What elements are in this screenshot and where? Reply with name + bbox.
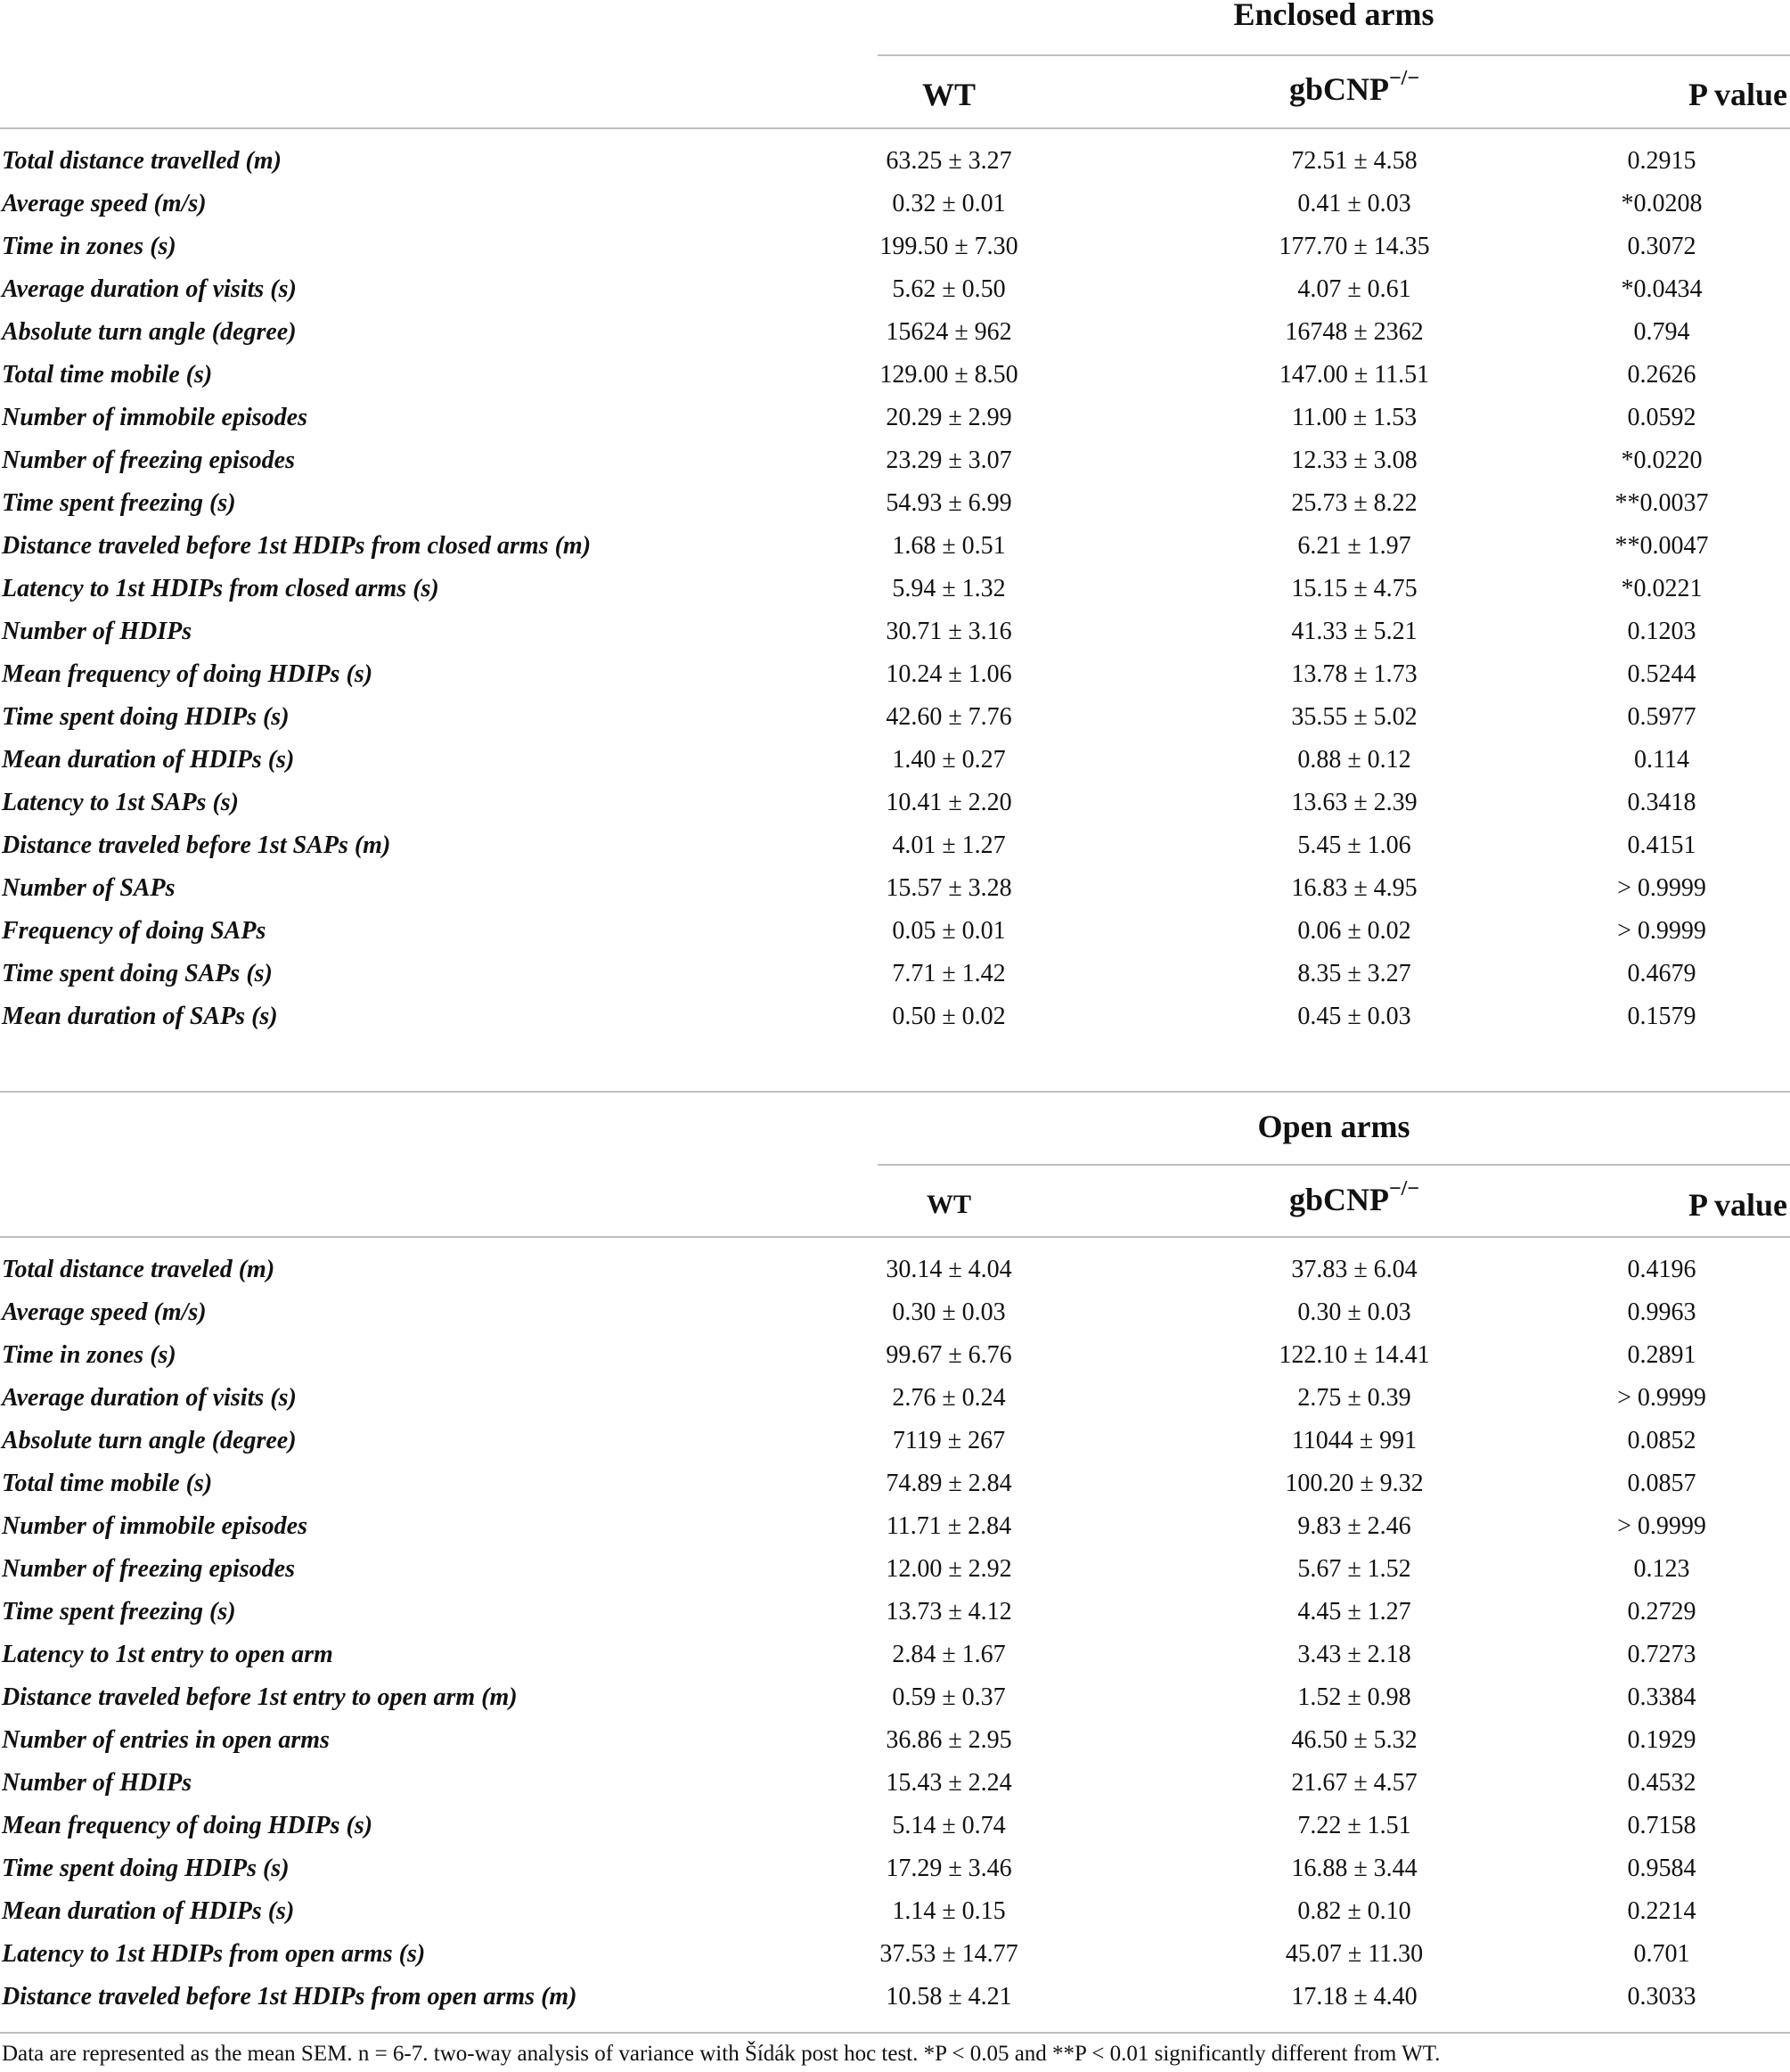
p-value: *0.0208	[1621, 190, 1703, 217]
wt-value: 5.94 ± 1.32	[892, 575, 1006, 602]
wt-value: 1.14 ± 0.15	[892, 1897, 1006, 1925]
table-row	[0, 311, 1790, 354]
gbcnp-value: 41.33 ± 5.21	[1291, 618, 1418, 645]
wt-value: 0.32 ± 0.01	[892, 190, 1006, 217]
row-label: Mean frequency of doing HDIPs (s)	[2, 660, 373, 688]
table-row	[0, 1291, 1790, 1334]
p-value: 0.9584	[1627, 1855, 1696, 1882]
col-header-gbcnp-open-base: gbCNP	[1288, 1182, 1389, 1217]
table-row	[0, 995, 1790, 1038]
col-header-wt-open: WT	[926, 1190, 971, 1219]
p-value: > 0.9999	[1617, 917, 1706, 945]
table-row	[0, 739, 1790, 782]
row-label: Time spent doing SAPs (s)	[2, 960, 273, 987]
wt-value: 13.73 ± 4.12	[886, 1598, 1012, 1626]
gbcnp-value: 21.67 ± 4.57	[1291, 1769, 1418, 1797]
p-value: *0.0221	[1621, 575, 1703, 602]
col-header-p-value-open: P value	[1688, 1187, 1787, 1223]
table-row	[0, 439, 1790, 482]
row-label: Time spent doing HDIPs (s)	[2, 1855, 290, 1882]
gbcnp-value: 16.83 ± 4.95	[1291, 874, 1418, 902]
wt-value: 15.43 ± 2.24	[886, 1769, 1012, 1797]
gbcnp-value: 13.63 ± 2.39	[1291, 789, 1418, 816]
table-row	[0, 225, 1790, 268]
row-label: Mean frequency of doing HDIPs (s)	[2, 1812, 373, 1839]
table-row	[0, 140, 1790, 183]
p-value: 0.0852	[1627, 1427, 1696, 1454]
p-value: 0.2915	[1627, 147, 1696, 175]
footnote: Data are represented as the mean SEM. n = 6-7. two-way analysis of variance with Šídák post hoc test. *P < 0.05 and **P < 0.01 significantly different from WT.	[2, 2042, 1441, 2066]
p-value: 0.7273	[1627, 1641, 1696, 1668]
gbcnp-value: 13.78 ± 1.73	[1291, 660, 1418, 688]
group-title-enclosed: Enclosed arms	[1233, 0, 1434, 32]
gbcnp-value: 177.70 ± 14.35	[1279, 233, 1430, 260]
p-value: 0.4679	[1627, 960, 1696, 987]
row-label: Number of SAPs	[2, 874, 176, 902]
row-label: Distance traveled before 1st SAPs (m)	[2, 831, 391, 859]
table-row	[0, 610, 1790, 653]
table-row	[0, 824, 1790, 867]
p-value: 0.0592	[1627, 404, 1696, 431]
wt-value: 99.67 ± 6.76	[886, 1341, 1012, 1369]
p-value: 0.4151	[1627, 831, 1696, 859]
row-label: Number of freezing episodes	[2, 1555, 295, 1583]
row-label: Distance traveled before 1st HDIPs from open arms (m)	[2, 1983, 577, 2011]
row-label: Absolute turn angle (degree)	[2, 1427, 297, 1454]
wt-value: 0.50 ± 0.02	[892, 1003, 1006, 1030]
wt-value: 4.01 ± 1.27	[892, 831, 1006, 859]
row-label: Time spent freezing (s)	[2, 1598, 236, 1626]
p-value: 0.123	[1633, 1555, 1690, 1583]
p-value: 0.2214	[1627, 1897, 1696, 1925]
wt-value: 7119 ± 267	[892, 1427, 1006, 1454]
table-row	[0, 1847, 1790, 1890]
table-row	[0, 568, 1790, 610]
p-value: 0.5977	[1627, 703, 1696, 731]
table-row	[0, 867, 1790, 910]
row-label: Total time mobile (s)	[2, 1470, 213, 1497]
group-rule-open	[878, 1164, 1790, 1166]
table-row	[0, 354, 1790, 397]
wt-value: 63.25 ± 3.27	[886, 147, 1012, 175]
row-label: Time in zones (s)	[2, 233, 176, 260]
table-row	[0, 1249, 1790, 1291]
table-row	[0, 1676, 1790, 1719]
row-label: Latency to 1st entry to open arm	[2, 1641, 333, 1668]
table-row	[0, 1462, 1790, 1505]
row-label: Time spent freezing (s)	[2, 489, 236, 517]
wt-value: 10.41 ± 2.20	[886, 789, 1012, 816]
wt-value: 42.60 ± 7.76	[886, 703, 1012, 731]
p-value: 0.794	[1633, 318, 1690, 346]
p-value: 0.3384	[1627, 1683, 1696, 1711]
row-label: Time in zones (s)	[2, 1341, 176, 1369]
wt-value: 15624 ± 962	[886, 318, 1012, 346]
table-row	[0, 1976, 1790, 2019]
gbcnp-value: 100.20 ± 9.32	[1285, 1470, 1424, 1497]
p-value: *0.0434	[1621, 275, 1703, 303]
gbcnp-value: 12.33 ± 3.08	[1291, 446, 1418, 474]
gbcnp-value: 11044 ± 991	[1291, 1427, 1418, 1454]
table-row	[0, 696, 1790, 739]
p-value: 0.701	[1633, 1940, 1690, 1968]
row-label: Distance traveled before 1st entry to open arm (m)	[2, 1683, 518, 1711]
table-row	[0, 1505, 1790, 1548]
table-row	[0, 1634, 1790, 1676]
col-header-gbcnp-base: gbCNP	[1288, 71, 1389, 107]
wt-value: 10.58 ± 4.21	[886, 1983, 1012, 2011]
gbcnp-value: 2.75 ± 0.39	[1297, 1384, 1411, 1412]
gbcnp-value: 3.43 ± 2.18	[1297, 1641, 1411, 1668]
row-label: Mean duration of HDIPs (s)	[2, 746, 295, 774]
gbcnp-value: 122.10 ± 14.41	[1279, 1341, 1430, 1369]
gbcnp-value: 0.45 ± 0.03	[1297, 1003, 1411, 1030]
wt-value: 36.86 ± 2.95	[886, 1726, 1012, 1754]
row-label: Average duration of visits (s)	[2, 275, 297, 303]
wt-value: 0.59 ± 0.37	[892, 1683, 1006, 1711]
p-value: 0.114	[1634, 746, 1689, 774]
gbcnp-value: 0.88 ± 0.12	[1297, 746, 1411, 774]
p-value: > 0.9999	[1617, 874, 1706, 902]
p-value: 0.3033	[1627, 1983, 1696, 2011]
p-value: 0.1929	[1627, 1726, 1696, 1754]
wt-value: 5.14 ± 0.74	[892, 1812, 1006, 1839]
gbcnp-value: 4.07 ± 0.61	[1297, 275, 1411, 303]
row-label: Total time mobile (s)	[2, 361, 213, 389]
wt-value: 54.93 ± 6.99	[886, 489, 1012, 517]
row-label: Average duration of visits (s)	[2, 1384, 297, 1412]
p-value: **0.0047	[1614, 532, 1709, 560]
wt-value: 30.71 ± 3.16	[886, 618, 1012, 645]
wt-value: 7.71 ± 1.42	[892, 960, 1006, 987]
wt-value: 2.76 ± 0.24	[892, 1384, 1006, 1412]
row-label: Number of entries in open arms	[2, 1726, 330, 1754]
bottom-rule	[0, 2032, 1790, 2034]
gbcnp-value: 0.06 ± 0.02	[1297, 917, 1411, 945]
header-rule-open	[0, 1236, 1790, 1238]
row-label: Mean duration of HDIPs (s)	[2, 1897, 295, 1925]
row-label: Number of freezing episodes	[2, 446, 295, 474]
wt-value: 30.14 ± 4.04	[886, 1256, 1012, 1283]
table-row	[0, 268, 1790, 311]
row-label: Number of immobile episodes	[2, 1512, 307, 1540]
row-label: Frequency of doing SAPs	[2, 917, 266, 945]
p-value: > 0.9999	[1617, 1384, 1706, 1412]
group-title-open: Open arms	[1257, 1109, 1410, 1144]
wt-value: 74.89 ± 2.84	[886, 1470, 1012, 1497]
row-label: Average speed (m/s)	[2, 1298, 207, 1326]
p-value: 0.2891	[1627, 1341, 1696, 1369]
col-header-gbcnp-sup: −/−	[1388, 67, 1420, 90]
wt-value: 199.50 ± 7.30	[879, 233, 1018, 260]
p-value: 0.1579	[1627, 1003, 1696, 1030]
wt-value: 20.29 ± 2.99	[886, 404, 1012, 431]
col-header-wt: WT	[921, 77, 976, 112]
table-row	[0, 1420, 1790, 1462]
table-row	[0, 782, 1790, 824]
gbcnp-value: 46.50 ± 5.32	[1291, 1726, 1418, 1754]
p-value: 0.2729	[1627, 1598, 1696, 1626]
wt-value: 0.30 ± 0.03	[892, 1298, 1006, 1326]
p-value: 0.5244	[1627, 660, 1696, 688]
wt-value: 0.05 ± 0.01	[892, 917, 1006, 945]
wt-value: 11.71 ± 2.84	[886, 1512, 1012, 1540]
gbcnp-value: 4.45 ± 1.27	[1297, 1598, 1411, 1626]
gbcnp-value: 45.07 ± 11.30	[1285, 1940, 1424, 1968]
gbcnp-value: 7.22 ± 1.51	[1297, 1812, 1411, 1839]
group-rule-enclosed	[878, 54, 1790, 56]
wt-value: 1.68 ± 0.51	[892, 532, 1006, 560]
header-rule-enclosed	[0, 127, 1790, 129]
table-row	[0, 397, 1790, 439]
gbcnp-value: 72.51 ± 4.58	[1291, 147, 1418, 175]
table-row	[0, 1719, 1790, 1762]
table-row	[0, 525, 1790, 568]
p-value: **0.0037	[1614, 489, 1709, 517]
p-value: 0.7158	[1627, 1812, 1696, 1839]
wt-value: 23.29 ± 3.07	[886, 446, 1012, 474]
row-label: Total distance travelled (m)	[2, 147, 282, 175]
row-label: Mean duration of SAPs (s)	[2, 1003, 278, 1030]
row-label: Time spent doing HDIPs (s)	[2, 703, 290, 731]
col-header-p-value: P value	[1688, 77, 1787, 112]
row-label: Distance traveled before 1st HDIPs from closed arms (m)	[2, 532, 592, 560]
wt-value: 5.62 ± 0.50	[892, 275, 1006, 303]
row-label: Average speed (m/s)	[2, 190, 207, 217]
gbcnp-value: 147.00 ± 11.51	[1279, 361, 1430, 389]
gbcnp-value: 17.18 ± 4.40	[1291, 1983, 1418, 2011]
col-header-gbcnp	[1172, 67, 1537, 107]
gbcnp-value: 8.35 ± 3.27	[1297, 960, 1411, 987]
col-header-gbcnp-open	[1172, 1177, 1537, 1217]
p-value: *0.0220	[1621, 446, 1703, 474]
gbcnp-value: 35.55 ± 5.02	[1291, 703, 1418, 731]
table-row	[0, 1377, 1790, 1420]
table-row	[0, 1805, 1790, 1847]
row-label: Absolute turn angle (degree)	[2, 318, 297, 346]
gbcnp-value: 0.82 ± 0.10	[1297, 1897, 1411, 1925]
table-row	[0, 653, 1790, 696]
wt-value: 15.57 ± 3.28	[886, 874, 1012, 902]
table-row	[0, 953, 1790, 995]
open-arms-table	[0, 1091, 1790, 2035]
col-header-gbcnp-open-sup: −/−	[1388, 1177, 1420, 1200]
row-label: Total distance traveled (m)	[2, 1256, 275, 1283]
gbcnp-value: 25.73 ± 8.22	[1291, 489, 1418, 517]
table-row	[0, 482, 1790, 525]
table-row	[0, 1933, 1790, 1976]
gbcnp-value: 16.88 ± 3.44	[1291, 1855, 1418, 1882]
wt-value: 2.84 ± 1.67	[892, 1641, 1006, 1668]
p-value: 0.4532	[1627, 1769, 1696, 1797]
p-value: 0.3072	[1627, 233, 1696, 260]
p-value: 0.4196	[1627, 1256, 1696, 1283]
gbcnp-value: 15.15 ± 4.75	[1291, 575, 1418, 602]
p-value: 0.1203	[1627, 618, 1696, 645]
row-label: Latency to 1st HDIPs from closed arms (s)	[2, 575, 439, 602]
p-value: 0.9963	[1627, 1298, 1696, 1326]
gbcnp-value: 0.41 ± 0.03	[1297, 190, 1411, 217]
p-value: > 0.9999	[1617, 1512, 1706, 1540]
table-row	[0, 1548, 1790, 1591]
row-label: Number of HDIPs	[2, 618, 192, 645]
row-label: Number of HDIPs	[2, 1769, 192, 1797]
wt-value: 37.53 ± 14.77	[879, 1940, 1018, 1968]
row-label: Latency to 1st HDIPs from open arms (s)	[2, 1940, 426, 1968]
row-label: Number of immobile episodes	[2, 404, 307, 431]
wt-value: 12.00 ± 2.92	[886, 1555, 1012, 1583]
gbcnp-value: 0.30 ± 0.03	[1297, 1298, 1411, 1326]
p-value: 0.0857	[1627, 1470, 1696, 1497]
wt-value: 17.29 ± 3.46	[886, 1855, 1012, 1882]
table-row	[0, 910, 1790, 953]
table-row	[0, 1890, 1790, 1933]
gbcnp-value: 37.83 ± 6.04	[1291, 1256, 1418, 1283]
table-row	[0, 1591, 1790, 1634]
p-value: 0.2626	[1627, 361, 1696, 389]
wt-value: 1.40 ± 0.27	[892, 746, 1006, 774]
wt-value: 10.24 ± 1.06	[886, 660, 1012, 688]
table-row	[0, 1762, 1790, 1805]
row-label: Latency to 1st SAPs (s)	[2, 789, 239, 816]
wt-value: 129.00 ± 8.50	[879, 361, 1018, 389]
table-row	[0, 1334, 1790, 1377]
gbcnp-value: 1.52 ± 0.98	[1297, 1683, 1411, 1711]
gbcnp-value: 6.21 ± 1.97	[1297, 532, 1411, 560]
gbcnp-value: 11.00 ± 1.53	[1291, 404, 1418, 431]
gbcnp-value: 16748 ± 2362	[1285, 318, 1424, 346]
gbcnp-value: 5.67 ± 1.52	[1297, 1555, 1411, 1583]
gbcnp-value: 5.45 ± 1.06	[1297, 831, 1411, 859]
gbcnp-value: 9.83 ± 2.46	[1297, 1512, 1411, 1540]
p-value: 0.3418	[1627, 789, 1696, 816]
table-row	[0, 183, 1790, 225]
